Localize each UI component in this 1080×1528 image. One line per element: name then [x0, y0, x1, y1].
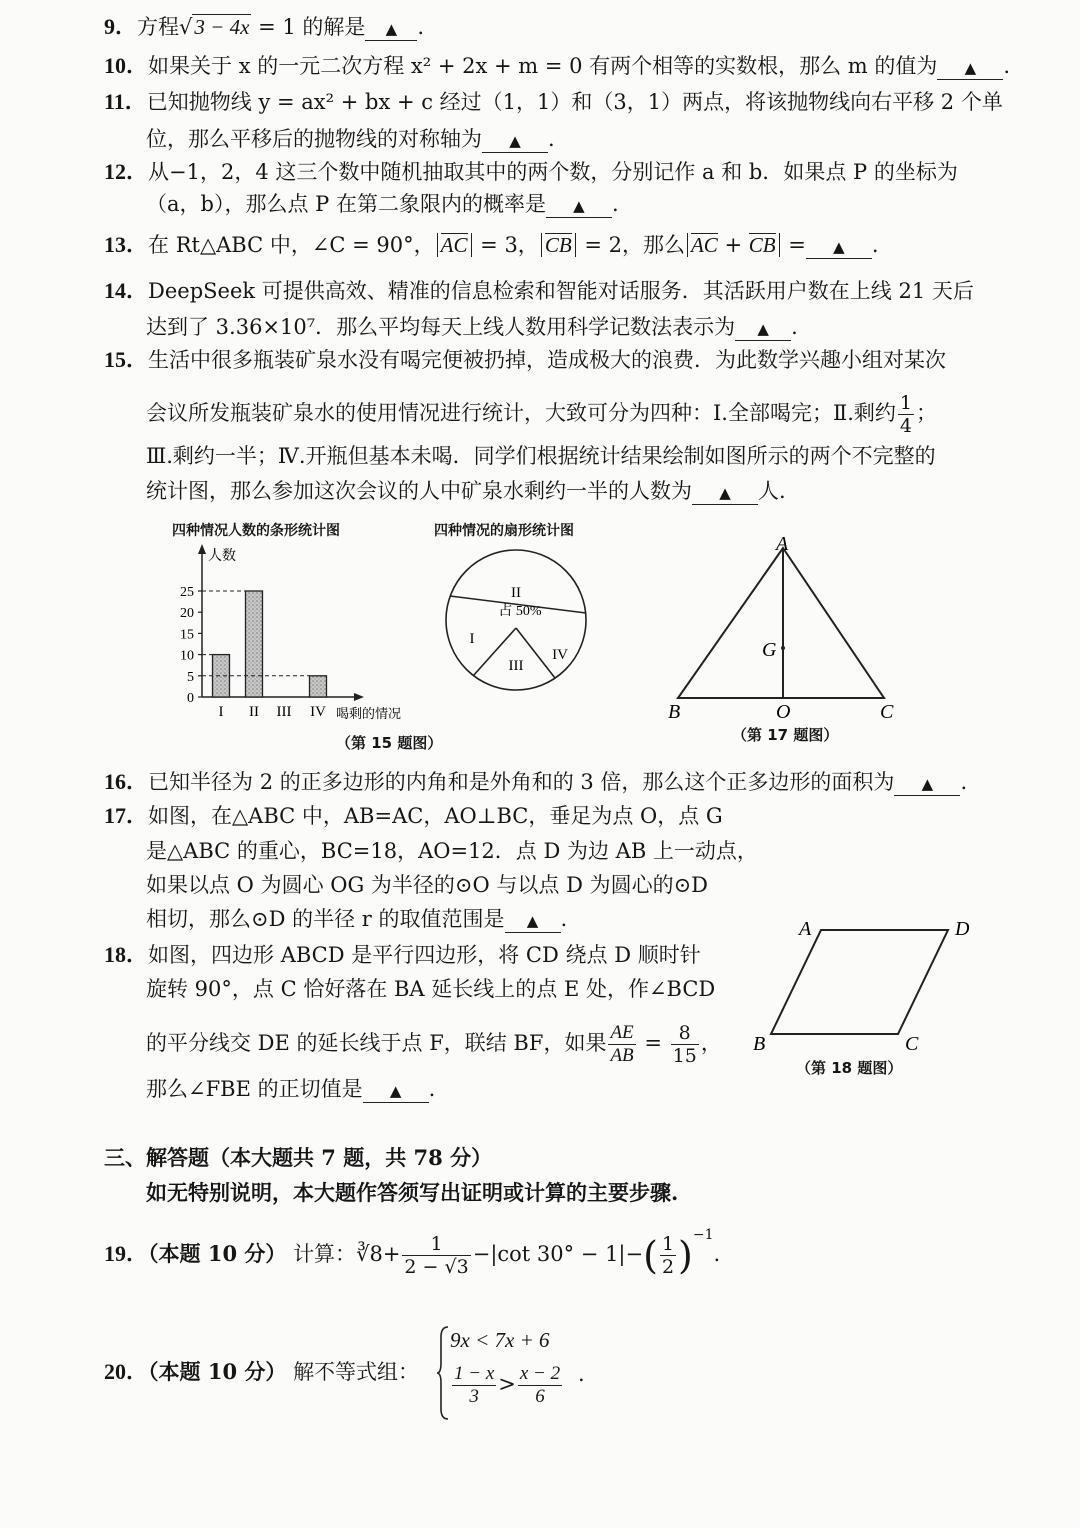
question-text: 已知半径为 2 的正多边形的内角和是外角和的 3 倍，那么这个正多边形的面积为 — [148, 770, 895, 794]
question-text: 如果关于 x 的一元二次方程 x² + 2x + m = 0 有两个相等的实数根，那么 m 的值为 — [148, 54, 938, 78]
vector-ac: AC — [690, 233, 718, 257]
question-text: = 2，那么 — [577, 233, 685, 257]
question-18-line3 — [146, 1022, 722, 1067]
unit-text: 人. — [758, 479, 786, 503]
question-label: 解不等式组： — [293, 1360, 420, 1384]
question-text: 统计图，那么参加这次会议的人中矿泉水剩约一半的人数为 — [146, 479, 692, 503]
answer-blank: ▲ — [365, 18, 417, 41]
x-tick-label: I — [218, 704, 224, 720]
figure-15-caption: （第 15 题图） — [336, 734, 443, 752]
question-text: 生活中很多瓶装矿泉水没有喝完便被扔掉，造成极大的浪费．为此数学兴趣小组对某次 — [148, 348, 947, 372]
figure-18-caption: （第 18 题图） — [796, 1059, 903, 1077]
pie-label-II: II — [511, 585, 521, 601]
question-text: Ⅲ.剩约一半；Ⅳ.开瓶但基本未喝．同学们根据统计结果绘制如图所示的两个不完整的 — [146, 444, 936, 468]
question-18-line4: 那么∠FBE 的正切值是 ▲ . — [146, 1077, 436, 1101]
pie-label-I: I — [469, 631, 475, 647]
y-tick-label: 5 — [187, 669, 194, 685]
x-tick-label: III — [276, 704, 292, 720]
fraction-ae-ab: $\frac{AE}{AB}$ — [610, 1022, 634, 1066]
parallelogram-abcd — [771, 930, 948, 1034]
question-text: 达到了 3.36×10⁷．那么平均每天上线人数用科学记数法表示为 — [146, 315, 736, 339]
question-number: 17． — [104, 803, 149, 828]
answer-blank: ▲ — [363, 1080, 429, 1103]
equals-sign: = — [637, 1031, 669, 1055]
question-15-line4 — [146, 476, 786, 506]
bar-IV — [310, 676, 327, 697]
point-o-label: O — [776, 701, 791, 723]
question-number: 11． — [104, 89, 147, 114]
vector-cb: CB — [544, 233, 572, 257]
sqrt-expression: 3 − 4x — [194, 15, 250, 39]
vertex-c-label: C — [880, 701, 894, 723]
bar-chart — [160, 540, 430, 740]
question-number: 14． — [104, 278, 149, 303]
vertex-b-label: B — [668, 701, 681, 723]
x-tick-label: IV — [310, 704, 326, 720]
figure-17-caption: （第 17 题图） — [732, 726, 839, 744]
answer-blank: ▲ — [735, 318, 791, 341]
question-17-line4: 相切，那么⊙D 的半径 r 的取值范围是 ▲ . — [146, 907, 568, 931]
vertex-d-label: D — [955, 918, 970, 940]
question-number: 10． — [104, 53, 149, 78]
point-g-label: G — [762, 639, 777, 661]
question-text: 已知抛物线 y = ax² + bx + c 经过（1，1）和（3，1）两点，将该抛物线向右平移 2 个单 — [146, 90, 1003, 114]
answer-blank: ▲ — [692, 482, 758, 505]
parallelogram-figure — [745, 910, 985, 1060]
vector-ac: AC — [440, 233, 468, 257]
question-text: （a，b），那么点 P 在第二象限内的概率是 — [146, 192, 546, 216]
question-text: 方程 — [137, 15, 180, 39]
question-17 — [104, 801, 723, 831]
x-axis-arrow — [354, 693, 364, 701]
y-tick-label: 0 — [187, 691, 194, 706]
question-11 — [104, 87, 1003, 117]
pie-label-IV: IV — [552, 647, 568, 663]
question-17-line3 — [146, 870, 708, 900]
fraction-one-quarter: $\frac{1}{4}$ — [899, 392, 913, 437]
question-score: （本题 10 分） — [148, 1241, 287, 1266]
punctuation: . — [578, 1362, 585, 1386]
answer-blank: ▲ — [505, 910, 561, 933]
y-tick-label: 15 — [180, 627, 194, 643]
bar-II — [246, 591, 263, 697]
plus-sign: + — [382, 1242, 401, 1266]
inequality-2 — [450, 1363, 564, 1408]
question-9: 9．方程√3 − 4x = 1 的解是 ▲ . — [104, 14, 425, 39]
fraction-half: $\frac{1}{2}$ — [661, 1233, 675, 1278]
punctuation: ， — [700, 1031, 722, 1055]
punctuation: . — [713, 1242, 721, 1266]
centroid-point — [781, 646, 785, 650]
section-heading: 三、解答题（本大题共 7 题，共 78 分） — [104, 1145, 493, 1170]
pie-chart-title: 四种情况的扇形统计图 — [434, 523, 574, 539]
question-14 — [104, 276, 974, 306]
question-text: 的平分线交 DE 的延长线于点 F，联结 BF，如果 — [146, 1031, 607, 1055]
question-number: 13． — [104, 232, 149, 257]
section-note: 如无特别说明，本大题作答须写出证明或计算的主要步骤. — [146, 1180, 679, 1205]
question-text: 那么∠FBE 的正切值是 — [146, 1077, 363, 1101]
pie-label-III: III — [508, 658, 524, 674]
question-number: 9． — [104, 14, 138, 39]
question-text: = 3， — [473, 233, 539, 257]
y-tick-label: 25 — [180, 585, 194, 600]
question-15-line2 — [146, 392, 937, 437]
y-tick-label: 20 — [180, 606, 194, 622]
question-10: 10．如果关于 x 的一元二次方程 x² + 2x + m = 0 有两个相等的实数根，那么 m 的值为 ▲ . — [104, 53, 1011, 78]
question-15-line3 — [146, 441, 936, 471]
question-text: DeepSeek 可提供高效、精准的信息检索和智能对话服务．其活跃用户数在上线 21 天后 — [148, 279, 974, 303]
fraction-x-minus-2: $\frac{x - 2}{6}$ — [519, 1363, 561, 1407]
question-12 — [104, 157, 958, 187]
question-text: 会议所发瓶装矿泉水的使用情况进行统计，大致可分为四种：Ⅰ.全部喝完；Ⅱ.剩约 — [146, 401, 896, 425]
question-18-line2 — [146, 974, 715, 1004]
question-18 — [104, 940, 701, 970]
question-19: 19．（本题 10 分） 计算：∛8+ $\frac{1}{2 - √3}$ −|cot 30° − 1|−( $\frac{1}{2}$ )$^{-1}$. — [104, 1227, 721, 1278]
expression-middle: −|cot 30° − 1|− — [472, 1242, 644, 1266]
left-brace-icon — [436, 1325, 450, 1421]
exponent: −1 — [692, 1227, 714, 1243]
triangle-abc — [678, 548, 884, 698]
question-number: 16． — [104, 769, 149, 794]
answer-blank: ▲ — [482, 130, 548, 153]
question-20 — [104, 1357, 419, 1387]
question-17-line2 — [146, 836, 758, 866]
question-12-line2: （a，b），那么点 P 在第二象限内的概率是 ▲ . — [146, 192, 619, 216]
x-tick-label: II — [249, 704, 259, 720]
triangle-figure — [660, 530, 910, 725]
answer-blank: ▲ — [894, 773, 960, 796]
answer-blank: ▲ — [806, 236, 872, 259]
question-13: 13．在 Rt△ABC 中，∠C = 90°， AC = 3， CB = 2，那么 AC + CB = ▲ . — [104, 232, 879, 257]
cube-root: ∛8 — [356, 1242, 383, 1266]
question-number: 12． — [104, 159, 149, 184]
question-number: 19． — [104, 1241, 149, 1266]
pie-chart — [440, 545, 600, 695]
fraction-1-minus-x: $\frac{1 - x}{3}$ — [454, 1363, 495, 1407]
pie-label-II-percent: 占 50% — [498, 604, 542, 619]
question-text: 是△ABC 的重心，BC=18，AO=12．点 D 为边 AB 上一动点， — [146, 839, 758, 863]
y-axis-arrow — [198, 544, 206, 554]
question-14-line2: 达到了 3.36×10⁷．那么平均每天上线人数用科学记数法表示为 ▲ . — [146, 315, 798, 339]
answer-blank: ▲ — [546, 195, 612, 218]
punctuation: ； — [916, 401, 938, 425]
question-16: 16．已知半径为 2 的正多边形的内角和是外角和的 3 倍，那么这个正多边形的面积为 ▲ . — [104, 769, 968, 794]
y-axis-label: 人数 — [208, 549, 236, 564]
greater-than: > — [498, 1372, 516, 1396]
question-score: （本题 10 分） — [148, 1359, 287, 1384]
inequality-1: 9x < 7x + 6 — [450, 1328, 550, 1352]
vertex-c-label: C — [905, 1033, 919, 1055]
vector-cb: CB — [748, 233, 776, 257]
question-number: 18． — [104, 942, 149, 967]
question-number: 15． — [104, 347, 149, 372]
question-text: 如图，四边形 ABCD 是平行四边形，将 CD 绕点 D 顺时针 — [148, 943, 701, 967]
question-number: 20． — [104, 1359, 149, 1384]
x-axis-label: 喝剩的情况 — [336, 706, 402, 721]
question-label: 计算： — [293, 1242, 357, 1266]
question-text: 位，那么平移后的抛物线的对称轴为 — [146, 127, 482, 151]
question-text: = — [781, 233, 806, 257]
plus-sign: + — [717, 233, 749, 257]
question-15 — [104, 345, 946, 375]
bar-chart-title: 四种情况人数的条形统计图 — [172, 523, 340, 539]
question-text: 相切，那么⊙D 的半径 r 的取值范围是 — [146, 907, 505, 931]
question-text: 如图，在△ABC 中，AB=AC，AO⊥BC，垂足为点 O，点 G — [148, 804, 723, 828]
y-tick-label: 10 — [180, 648, 194, 664]
fraction-term: $\frac{1}{2 - √3}$ — [404, 1233, 469, 1278]
answer-blank: ▲ — [937, 57, 1003, 80]
question-text: 在 Rt△ABC 中，∠C = 90°， — [148, 233, 435, 257]
vertex-b-label: B — [753, 1033, 766, 1055]
question-11-line2: 位，那么平移后的抛物线的对称轴为 ▲ . — [146, 127, 555, 151]
vertex-a-label: A — [799, 918, 812, 940]
question-text: 旋转 90°，点 C 恰好落在 BA 延长线上的点 E 处，作∠BCD — [146, 977, 716, 1001]
question-text: 从−1，2，4 这三个数中随机抽取其中的两个数，分别记作 a 和 b．如果点 P 的坐标为 — [148, 160, 958, 184]
vertex-a-label: A — [776, 533, 789, 555]
question-text: 如果以点 O 为圆心 OG 为半径的⊙O 与以点 D 为圆心的⊙D — [146, 873, 709, 897]
fraction-8-15: $\frac{8}{15}$ — [672, 1022, 697, 1067]
question-text: = 1 的解是 — [251, 15, 366, 39]
